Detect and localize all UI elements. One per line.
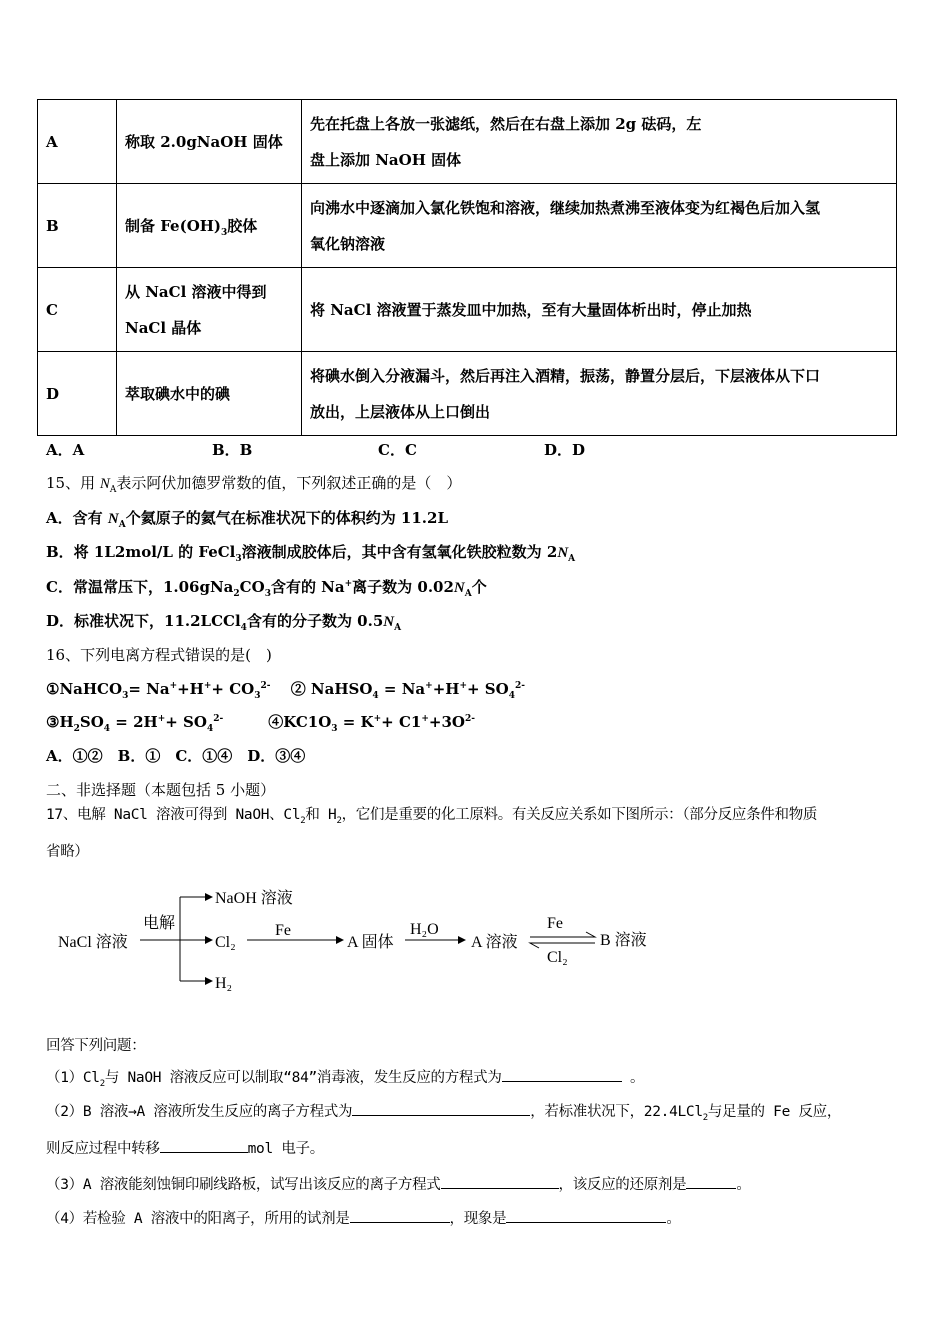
reaction-flow-diagram [40,870,660,1000]
row-description [302,100,897,184]
row-description [302,268,897,352]
text-segment: A．①② B．① C．①④ D．③④ [46,747,306,765]
label-a-solid: A 固体 [347,934,394,951]
text-segment: A．含有 [46,509,108,527]
q17-part-4 [46,1208,681,1230]
text-segment: SO [79,713,104,731]
table-row [38,100,897,184]
text-segment: 2 [99,1078,105,1089]
text-segment: 17、电解 NaCl 溶液可得到 NaOH、Cl [46,807,301,823]
q16-equations-2 [46,711,475,733]
text-segment: 2- [514,681,525,691]
q16-stem [46,644,272,666]
q15-option-a [46,507,448,529]
text-segment: 制备 Fe(OH) [125,216,222,235]
text-segment: 2- [260,681,271,691]
text-segment: ，它们是重要的化工原料。有关反应关系如下图所示：（部分反应条件和物质 [341,807,818,823]
text-segment: ④KC1O [223,713,332,731]
text-segment: C．常温常压下，1.06gNa [46,578,234,596]
section-heading [46,779,275,801]
choice-d: D．D [544,441,586,459]
text-segment: + SO [165,713,207,731]
text-segment: A [464,589,472,599]
label-naoh-solution: NaOH 溶液 [215,890,293,907]
text-segment: 4 [103,724,111,734]
label-electrolysis: 电解 [143,915,176,932]
label-b-solution: B 溶液 [600,932,647,949]
row-description [302,352,897,436]
q15-option-d [46,610,401,632]
text-segment: 和 H [305,807,337,823]
row-key: B [38,184,117,268]
text-segment: + [157,714,166,724]
text-segment: 16、下列电离方程式错误的是( ) [46,646,272,664]
label-cl2-reagent: Cl₂ [547,949,568,966]
text-segment: N [383,614,395,630]
text-segment: 2- [464,714,475,724]
answer-blank[interactable] [352,1101,530,1116]
text-segment: NaCl 晶体 [125,318,202,337]
text-segment: + [169,681,178,691]
answer-blank[interactable] [441,1174,559,1189]
text-segment: + [203,681,212,691]
text-segment: + [459,681,467,691]
row-key: C [38,268,117,352]
label-h2: H₂ [215,975,233,992]
table-row [38,184,897,268]
answer-blank[interactable] [686,1174,736,1189]
answer-blank[interactable] [350,1208,450,1223]
text-segment: （4）若检验 A 溶液中的阳离子，所用的试剂是 [46,1211,350,1227]
text-segment: 表示阿伏加德罗常数的值，下列叙述正确的是（ ） [116,474,462,492]
text-segment: （1）Cl [46,1070,100,1086]
text-segment: 从 NaCl 溶液中得到 [125,282,267,301]
text-segment: N [99,476,110,492]
text-segment: = 2H [110,713,158,731]
text-segment: 2- [213,714,224,724]
text-segment: 。 [621,1070,645,1086]
text-segment: （2）B 溶液→A 溶液所发生反应的离子方程式为 [46,1104,353,1120]
text-segment: + [425,681,433,691]
text-segment: 2 [336,815,342,826]
text-segment: + C1 [381,713,422,731]
label-a-solution: A 溶液 [471,934,518,951]
text-segment: 溶液制成胶体后，其中含有氢氧化铁胶粒数为 2 [241,543,558,561]
reverse-arrow [530,943,595,948]
text-segment: 2 [702,1112,708,1123]
q17-stem-1 [46,804,817,826]
text-segment: 个 [471,578,487,596]
text-segment: A [568,554,576,564]
q15-option-c [46,576,487,598]
text-segment: ，现象是 [449,1211,507,1227]
text-segment: 。 [736,1177,751,1193]
text-segment: 4 [240,623,247,633]
answer-blank[interactable] [506,1208,666,1223]
text-segment: 则反应过程中转移 [46,1141,160,1157]
q16-equations-1 [46,678,525,700]
text-segment: B．将 1L2mol/L 的 FeCl [46,543,236,561]
text-segment: 放出，上层液体从上口倒出 [310,402,491,421]
choice-a: A．A [46,441,85,459]
text-segment: ③H [46,713,74,731]
text-segment: 萃取碘水中的碘 [125,384,231,403]
text-segment: 回答下列问题： [46,1038,146,1054]
text-segment: 与 NaOH 溶液反应可以制取“84”消毒液，发生反应的方程式为 [104,1070,502,1086]
text-segment: A [118,520,126,530]
table-row [38,352,897,436]
row-operation [117,184,302,268]
text-segment: 4 [206,724,214,734]
experiment-options-table [37,99,897,436]
text-segment: + SO [466,680,509,698]
text-segment: 含有的分子数为 0.5 [246,612,384,630]
text-segment: 先在托盘上各放一张滤纸，然后在右盘上添加 2g 砝码，左 [310,114,702,133]
text-segment: 2 [233,589,240,599]
row-description [302,184,897,268]
text-segment: 省略） [46,844,89,860]
text-segment: 氧化钠溶液 [310,234,386,253]
label-fe: Fe [275,922,291,939]
text-segment: D．标准状况下，11.2LCCl [46,612,241,630]
text-segment: +H [177,680,204,698]
text-segment: 与足量的 Fe 反应， [707,1104,842,1120]
text-segment: 向沸水中逐滴加入氯化铁饱和溶液，继续加热煮沸至液体变为红褐色后加入氢 [310,198,821,217]
text-segment: 将 NaCl 溶液置于蒸发皿中加热，至有大量固体析出时，停止加热 [310,300,752,319]
text-segment: A [394,623,402,633]
label-fe-reagent: Fe [547,915,563,932]
text-segment: A [109,485,117,495]
text-segment: 3 [331,724,338,734]
text-segment: + [373,714,382,724]
text-segment: （3）A 溶液能刻蚀铜印刷线路板，试写出该反应的离子方程式 [46,1177,441,1193]
text-segment: 4 [508,691,515,701]
label-cl2: Cl₂ [215,934,236,951]
text-segment: 称取 2.0gNaOH 固体 [125,132,283,151]
text-segment: 4 [372,691,379,701]
text-segment: 。 [666,1211,681,1227]
text-segment: 个氦原子的氦气在标准状况下的体积约为 11.2L [125,509,449,527]
row-key: A [38,100,117,184]
text-segment: N [107,511,119,527]
text-segment: 3 [254,691,261,701]
text-segment: + CO [211,680,255,698]
table-row [38,268,897,352]
text-segment: ，若标准状况下，22.4LCl [530,1104,703,1120]
text-segment: +3O [428,713,465,731]
text-segment: N [557,545,569,561]
row-operation [117,268,302,352]
text-segment: CO [239,578,265,596]
text-segment: 15、用 [46,474,100,492]
text-segment: 3 [264,589,271,599]
q17-part-1 [46,1067,644,1089]
label-nacl-solution: NaCl 溶液 [58,934,128,951]
text-segment: = Na [128,680,170,698]
row-key: D [38,352,117,436]
text-segment: ，该反应的还原剂是 [558,1177,687,1193]
text-segment: mol 电子。 [247,1141,324,1157]
forward-arrow [530,932,595,937]
answer-blank[interactable] [502,1067,622,1082]
choice-b: B．B [212,441,253,459]
text-segment: 3 [221,227,228,238]
q15-stem [46,472,461,494]
label-h2o: H₂O [410,921,439,938]
text-segment: 二、非选择题（本题包括 5 小题） [46,781,276,799]
text-segment: 2 [73,724,80,734]
text-segment: +H [432,680,460,698]
q17-part-2b [46,1138,324,1160]
choice-c: C．C [378,441,417,459]
q17-part-3 [46,1174,751,1196]
q15-option-b [46,541,575,563]
text-segment: 3 [122,691,129,701]
text-segment: ② NaHSO [270,680,373,698]
q17-stem-2 [46,841,89,863]
text-segment: 盘上添加 NaOH 固体 [310,150,462,169]
answer-intro [46,1035,145,1057]
text-segment: 离子数为 0.02 [352,578,454,596]
answer-blank[interactable] [160,1138,248,1153]
row-operation [117,100,302,184]
q16-answers [46,745,305,767]
text-segment: + [421,714,429,724]
q17-part-2a [46,1101,841,1123]
text-segment: 2 [300,815,306,826]
text-segment: ①NaHCO [46,680,123,698]
text-segment: N [453,580,465,596]
text-segment: 将碘水倒入分液漏斗，然后再注入酒精，振荡，静置分层后，下层液体从下口 [310,366,821,385]
text-segment: 3 [235,554,242,564]
q14-answer-choices [46,439,585,461]
text-segment: = K [337,713,374,731]
text-segment: + [344,579,353,589]
text-segment: 胶体 [227,216,258,235]
text-segment: = Na [378,680,426,698]
text-segment: 含有的 Na [270,578,345,596]
row-operation [117,352,302,436]
